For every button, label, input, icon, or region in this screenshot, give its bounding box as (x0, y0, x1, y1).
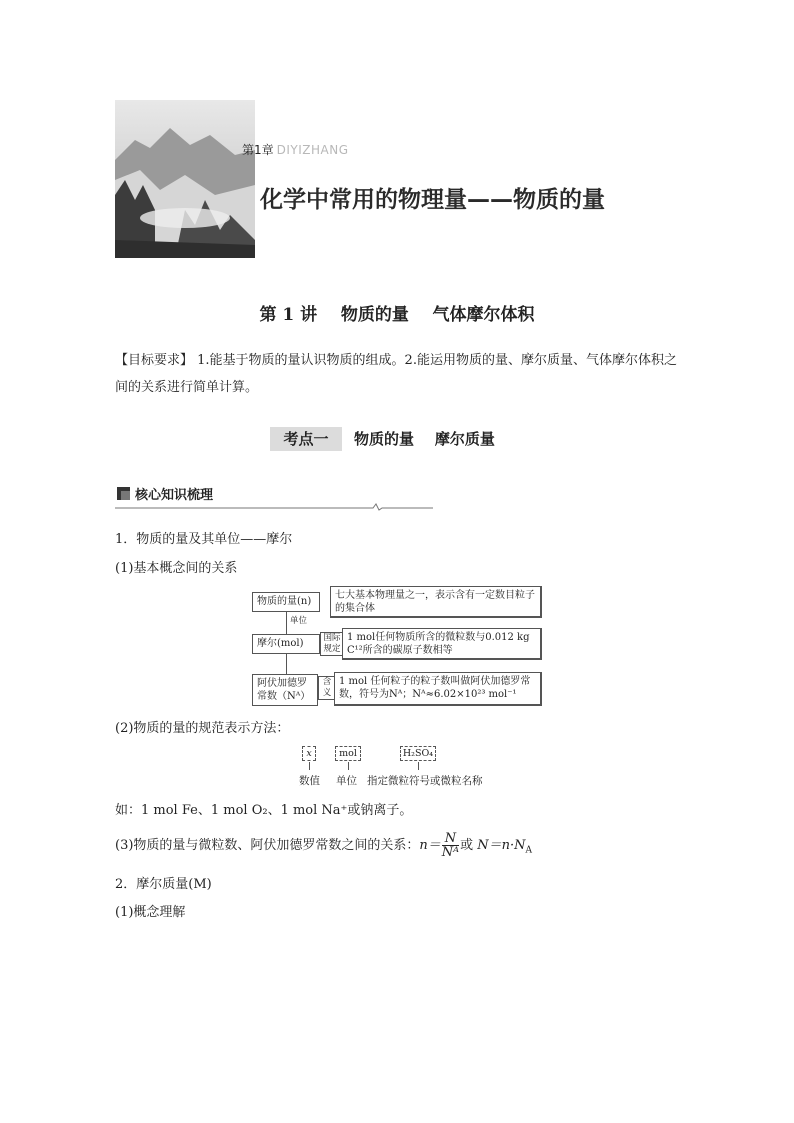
diagram-mole-box: 摩尔(mol) (252, 634, 320, 654)
item-1b-heading: (2)物质的量的规范表示方法： (115, 721, 290, 736)
diagram-mole-desc: 1 mol任何物质所含的微粒数与0.012 kg C¹²所含的碳原子数相等 (342, 628, 542, 660)
item-2a-heading: (1)概念理解 (115, 905, 186, 920)
chapter-number: 第1章 (242, 143, 274, 157)
section-heading (115, 483, 433, 509)
goals-text: 1.能基于物质的量认识物质的组成。2.能运用物质的量、摩尔质量、气体摩尔体积之间的关系进行简单计算。 (115, 353, 677, 395)
notation-value-box: x (302, 746, 316, 761)
lesson-title: 第 1 讲 物质的量 气体摩尔体积 (259, 305, 535, 325)
diagram-amount-desc: 七大基本物理量之一，表示含有一定数目粒子的集合体 (330, 586, 542, 618)
diagram-unit-label: 单位 (290, 616, 308, 626)
chapter-label (242, 141, 349, 158)
formula-rhs-subscript: A (525, 845, 532, 856)
formula-rhs: N＝n·N (477, 838, 526, 853)
formula-numerator: N (442, 832, 459, 846)
exam-point-heading (270, 427, 522, 451)
notation-unit-caption: 单位 (336, 775, 357, 787)
formula-or: 或 (460, 838, 478, 853)
section-divider (115, 503, 433, 511)
exam-point-title: 物质的量 摩尔质量 (354, 430, 495, 448)
learning-goals (115, 347, 681, 401)
chapter-pinyin: DIYIZHANG (276, 143, 349, 157)
item-1-heading: 1．物质的量及其单位——摩尔 (115, 532, 293, 547)
diagram-avogadro-tag: 含义 (318, 676, 336, 700)
example-line: 如：1 mol Fe、1 mol O₂、1 mol Na⁺或钠离子。 (115, 803, 413, 818)
diagram-avogadro-desc: 1 mol 任何粒子的粒子数叫做阿伏加德罗常数，符号为Nᴬ；Nᴬ≈6.02×10²³ mol⁻¹ (334, 672, 542, 706)
diagram-mole-tag: 国际规定 (320, 632, 344, 656)
formula-denominator: Nᴬ (441, 845, 460, 860)
formula-fraction (442, 832, 459, 859)
item-1c-line (115, 832, 532, 859)
section-square-icon (117, 487, 130, 500)
diagram-amount-box: 物质的量(n) (252, 592, 320, 612)
landscape-banner-image (115, 100, 255, 258)
diagram-avogadro-box: 阿伏加德罗常数（Nᴬ） (252, 674, 318, 706)
item-2-heading: 2．摩尔质量(M) (115, 877, 212, 892)
exam-point-tag: 考点一 (270, 427, 342, 451)
item-1c-text: (3)物质的量与微粒数、阿伏加德罗常数之间的关系： (115, 838, 420, 853)
notation-species-box: H₂SO₄ (400, 746, 436, 761)
notation-diagram (290, 745, 500, 787)
concept-diagram (250, 586, 545, 708)
notation-value-caption: 数值 (299, 775, 320, 787)
section-title: 核心知识梳理 (135, 488, 214, 503)
notation-species-caption: 指定微粒符号或微粒名称 (367, 775, 483, 787)
formula-lhs: n＝ (419, 838, 441, 853)
chapter-title: 化学中常用的物理量——物质的量 (260, 187, 605, 213)
item-1a-heading: (1)基本概念间的关系 (115, 561, 238, 576)
goals-label: 【目标要求】 (115, 353, 194, 368)
notation-unit-box: mol (335, 746, 361, 761)
